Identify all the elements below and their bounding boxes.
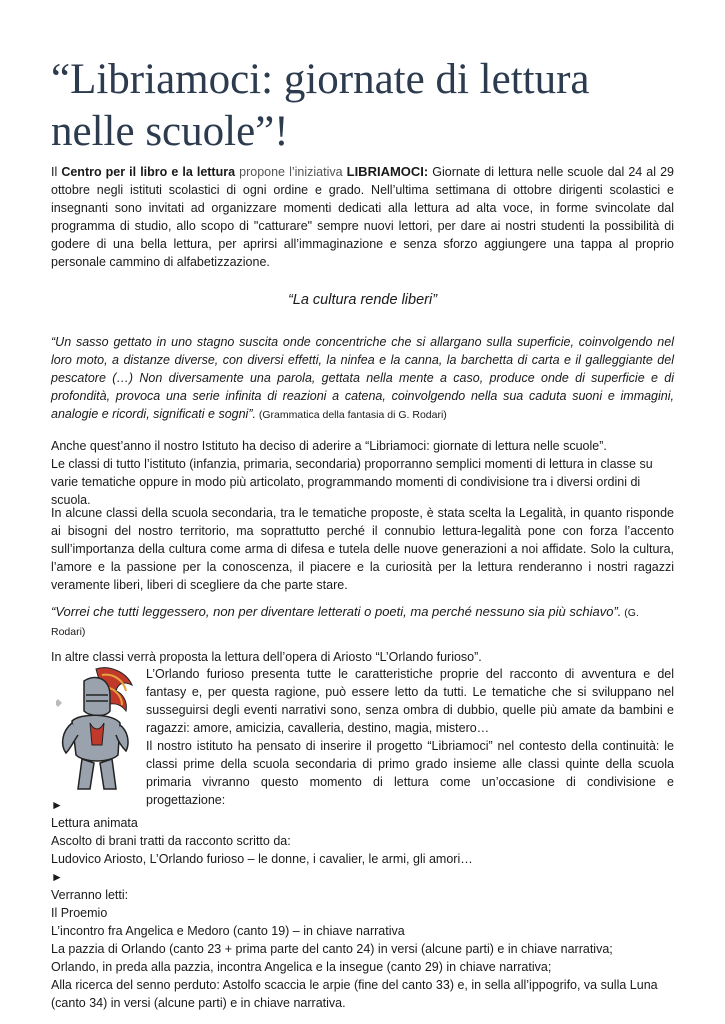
paragraph-istituto (51, 437, 674, 509)
list-item-4: ► Verranno letti: (51, 868, 674, 904)
list-item-6: L’incontro fra Angelica e Medoro (canto 19) – in chiave narrativa (51, 924, 405, 938)
intro-rest: Giornate di lettura nelle scuole dal 24 al 29 ottobre negli istituti scolastici di ogni ordine e grado. Nell’ultima settimana di ottobre dirigenti scolastici e insegnanti sono invitati ad organizzare momenti dedicati alla lettura ad alta voce, in forme svincolate dal programma di studio, allo scopo di "catturare" sempre nuovi lettori, per dare ai nostri studenti la possibilità di godere di una bella lettura, per aprirsi all’immaginazione e senza sforzo aggiungere una tappa al proprio personale cammino di alfabetizzazione. (51, 165, 674, 269)
paragraph-ariosto: In altre classi verrà proposta la lettura dell’opera di Ariosto “L’Orlando furioso”. (51, 650, 482, 664)
title-line-2: nelle scuole”! (51, 108, 289, 155)
orlando-p1: L’Orlando furioso presenta tutte le caratteristiche proprie del racconto di avventura e del fantasy e, per questa ragione, può essere letto da tutti. Le tematiche che si sviluppano nel susseguirsi degli eventi narrativi sono, senza ombra di dubbio, quelle più amate da bambini e ragazzi: amore, amicizia, cavalleria, destino, magia, mistero… (146, 667, 674, 735)
quote2-text: “Vorrei che tutti leggessero, non per diventare letterati o poeti, ma perché nessuno sia più schiavo”. (51, 604, 622, 619)
paragraph-orlando (146, 665, 674, 809)
list-item-1: ► Lettura animata (51, 796, 674, 832)
intro-libriamoci: LIBRIAMOCI: (346, 164, 429, 179)
list-item-3: Ludovico Ariosto, L’Orlando furioso – le donne, i cavalier, le armi, gli amori… (51, 852, 473, 866)
intro-centro: Centro per il libro e la lettura (61, 165, 236, 179)
list-item-9: Alla ricerca del senno perduto: Astolfo scaccia le arpie (fine del canto 33) e, in sella all’ippogrifo, va sulla Luna (51, 978, 658, 992)
para2-line2: Le classi di tutto l’istituto (infanzia, primaria, secondaria) proporranno semplici momenti di lettura in classe su varie tematiche oppure in modo più articolato, programmando momenti di condivisione tra i diversi ordini di scuola. (51, 457, 653, 507)
page-title (51, 54, 691, 158)
knight-illustration (56, 665, 134, 793)
intro-prefix: Il (51, 165, 62, 179)
quote1-text: “Un sasso gettato in uno stagno suscita onde concentriche che si allargano sulla superficie, coinvolgendo nel loro moto, a distanze diverse, con diversi effetti, la ninfea e la canna, la barchetta di carta e il galleggiante del pescatore (…) Non diversamente una parola, gettata nella mente a caso, produce onde di superficie e di profondità, provoca una serie infinita di reazioni a catena, coinvolgendo nella sua caduta suoni e immagini, analogie e ricordi, significati e sogni”. (51, 335, 674, 421)
list-item-2: Ascolto di brani tratti da racconto scritto da: (51, 834, 291, 848)
orlando-p2: Il nostro istituto ha pensato di inserire il progetto “Libriamoci” nel contesto della continuità: le classi prime della scuola secondaria di primo grado insieme alle classi quinte della scuola primaria vivranno questo momento di lettura come un’occasione di condivisione e progettazione: (146, 739, 674, 807)
rodari-quote-2 (51, 603, 674, 641)
list-item-7: La pazzia di Orlando (canto 23 + prima parte del canto 24) in versi (alcune parti) e in chiave narrativa; (51, 942, 613, 956)
list-item-8: Orlando, in preda alla pazzia, incontra Angelica e la insegue (canto 29) in chiave narrativa; (51, 960, 552, 974)
title-line-1: “Libriamoci: giornate di lettura (51, 56, 590, 103)
arrow-right-icon: ► (51, 870, 63, 884)
para2-line1: Anche quest’anno il nostro Istituto ha deciso di aderire a “Libriamoci: giornate di lettura nelle scuole”. (51, 439, 607, 453)
rodari-quote-1 (51, 333, 674, 424)
intro-paragraph (51, 163, 674, 271)
intro-propone: propone l’iniziativa (235, 165, 347, 179)
quote1-citation: (Grammatica della fantasia di G. Rodari) (255, 409, 447, 421)
paragraph-legalita: In alcune classi della scuola secondaria, tra le tematiche proposte, è stata scelta la Legalità, in quanto risponde ai bisogni del nostro territorio, ma soprattutto perché il connubio lettura-legalità pone con forza l’accento sull’importanza della cultura come arma di difesa e tutela delle nuove generazioni a noi affidate. Solo la cultura, l’amore e la passione per la conoscenza, il piacere e la curiosità per la lettura renderanno i nostri ragazzi veramente liberi, liberi di scegliere da che parte stare. (51, 506, 674, 592)
arrow-right-icon: ► (51, 798, 63, 812)
reading-list (51, 796, 674, 1012)
list-item-5: Il Proemio (51, 906, 108, 920)
quote2-citation: (G. Rodari) (51, 607, 639, 638)
list-item-10: (canto 34) in versi (alcune parti) e in chiave narrativa. (51, 996, 346, 1010)
motto: “La cultura rende liberi” (287, 292, 438, 308)
